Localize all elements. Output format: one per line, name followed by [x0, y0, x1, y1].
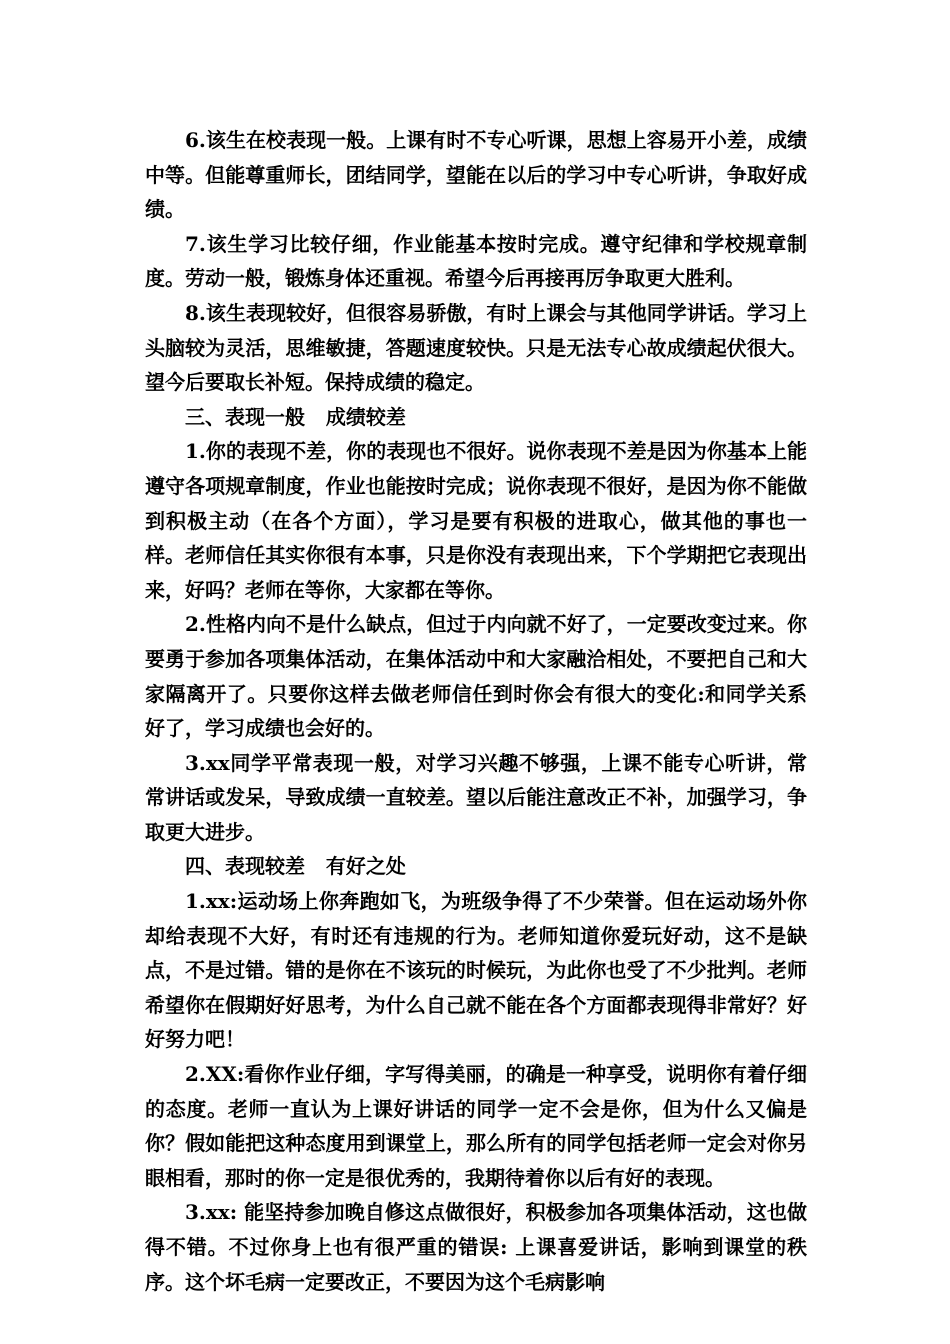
section3-paragraph-1: 1.你的表现不差，你的表现也不很好。说你表现不差是因为你基本上能遵守各项规章制度，作业也能按时完成；说你表现不很好，是因为你不能做到积极主动（在各个方面），学习是要有积极的进取心，做其他的事也一样。老师信任其实你很有本事，只是你没有表现出来，下个学期把它表现出来，好吗？老师在等你，大家都在等你。 — [145, 439, 807, 602]
comment-paragraph-7: 7.该生学习比较仔细，作业能基本按时完成。遵守纪律和学校规章制度。劳动一般，锻炼身体还重视。希望今后再接再厉争取更大胜利。 — [145, 231, 807, 291]
section4-paragraph-2: 2.XX:看你作业仔细，字写得美丽，的确是一种享受，说明你有着仔细的态度。老师一直认为上课好讲话的同学一定不会是你，但为什么又偏是你？假如能把这种态度用到课堂上，那么所有的同学包括老师一定会对你另眼相看，那时的你一定是很优秀的，我期待着你以后有好的表现。 — [145, 1062, 807, 1190]
section3-paragraph-3: 3.xx同学平常表现一般，对学习兴趣不够强，上课不能专心听讲，常常讲话或发呆，导致成绩一直较差。望以后能注意改正不补，加强学习，争取更大进步。 — [145, 750, 807, 844]
section4-paragraph-1: 1.xx:运动场上你奔跑如飞，为班级争得了不少荣誉。但在运动场外你却给表现不大好，有时还有违规的行为。老师知道你爱玩好动，这不是缺点，不是过错。错的是你在不该玩的时候玩，为此你也受了不少批判。老师希望你在假期好好思考，为什么自己就不能在各个方面都表现得非常好？好好努力吧！ — [145, 889, 807, 1052]
document-body — [145, 123, 807, 1299]
section4-paragraph-3: 3.xx: 能坚持参加晚自修这点做很好，积极参加各项集体活动，这也做得不错。不过你身上也有很严重的错误: 上课喜爱讲话，影响到课堂的秩序。这个坏毛病一定要改正，不要因为这个毛病影响 — [145, 1200, 807, 1294]
section3-paragraph-2: 2.性格内向不是什么缺点，但过于内向就不好了，一定要改变过来。你要勇于参加各项集体活动，在集体活动中和大家融洽相处，不要把自己和大家隔离开了。只要你这样去做老师信任到时你会有很大的变化:和同学关系好了，学习成绩也会好的。 — [145, 612, 807, 741]
section-heading-4: 四、表现较差 有好之处 — [185, 854, 406, 879]
comment-paragraph-8: 8.该生表现较好，但很容易骄傲，有时上课会与其他同学讲话。学习上头脑较为灵活，思维敏捷，答题速度较快。只是无法专心故成绩起伏很大。望今后要取长补短。保持成绩的稳定。 — [145, 300, 807, 395]
comment-paragraph-6: 6.该生在校表现一般。上课有时不专心听课，思想上容易开小差，成绩中等。但能尊重师长，团结同学，望能在以后的学习中专心听讲，争取好成绩。 — [145, 128, 807, 222]
section-heading-3: 三、表现一般 成绩较差 — [185, 404, 406, 429]
